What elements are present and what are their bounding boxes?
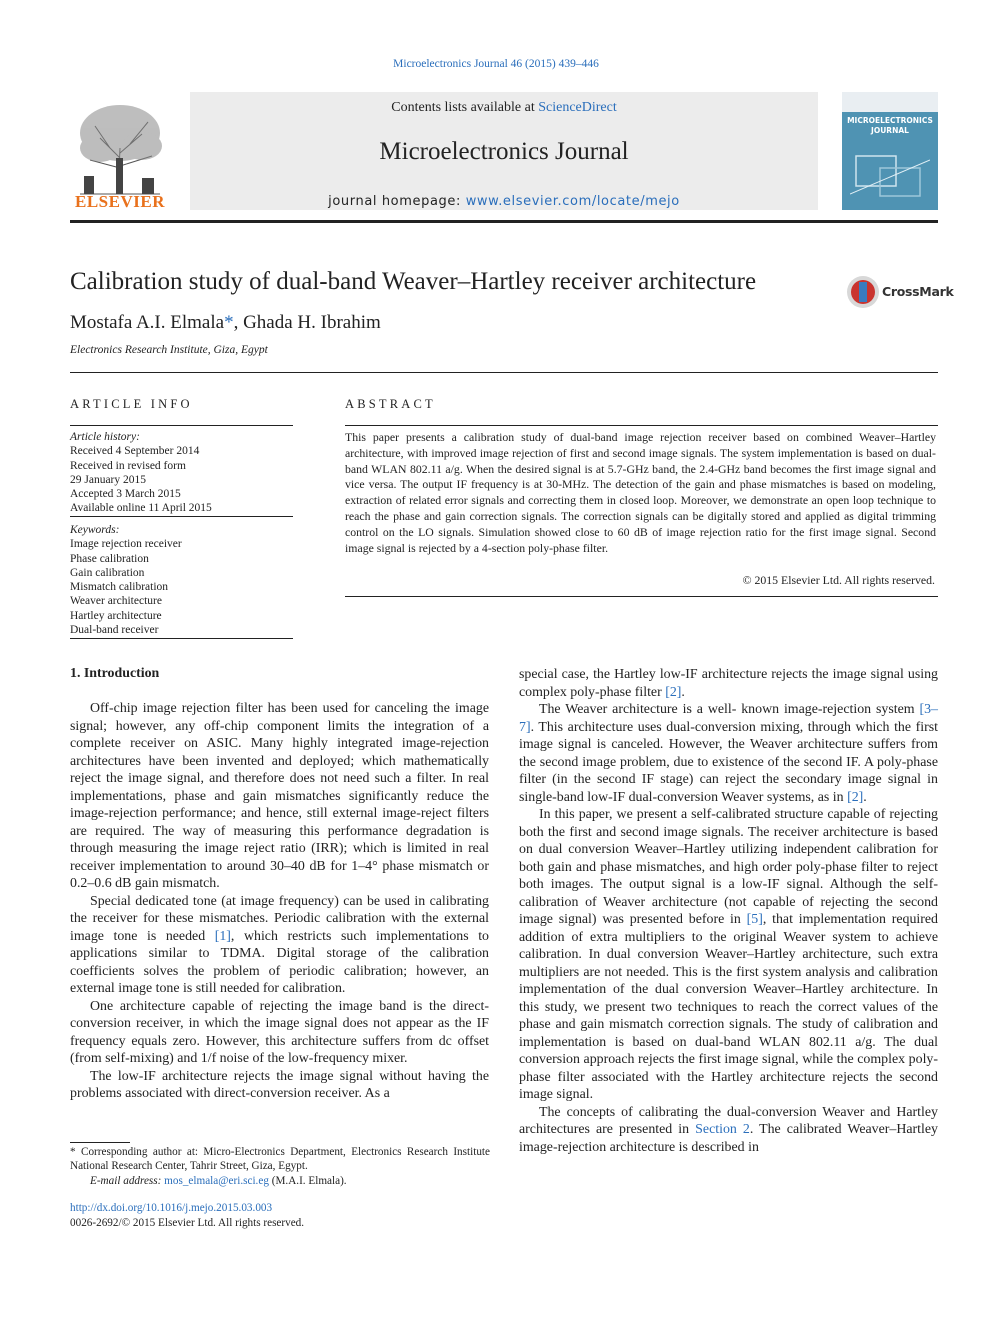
text: The Weaver architecture is a well- known image-rejection system [539,702,920,717]
contents-line [190,100,818,116]
footnote-rule [70,1142,130,1143]
abstract-copyright: © 2015 Elsevier Ltd. All rights reserved. [742,573,935,587]
keywords [70,523,293,637]
keywords-label: Keywords: [70,524,120,536]
text: . [681,684,685,700]
authors [70,312,381,334]
email-suffix: (M.A.I. Elmala). [268,1174,347,1187]
body-column-right [519,666,938,1156]
abstract-rule [345,425,938,426]
masthead [70,92,938,212]
text: The concepts of calibrating the dual-conversion Weaver and Hartley architectures are presented in [519,1104,938,1137]
corresponding-author-note: * Corresponding author at: Micro-Electronics Department, Electronics Research Institute National Research Center, Tahrir Street, Giza, Egypt. [70,1146,490,1173]
journal-reference[interactable]: Microelectronics Journal 46 (2015) 439–446 [393,58,599,70]
masthead-rule [70,220,938,223]
history-item: Accepted 3 March 2015 [70,488,181,501]
keyword: Weaver architecture [70,595,162,608]
article-info-rule [70,425,293,426]
author-2: Ghada H. Ibrahim [243,312,381,333]
affiliation: Electronics Research Institute, Giza, Egypt [70,344,268,356]
crossmark-label: CrossMark [882,284,954,299]
paragraph: One architecture capable of rejecting the image band is the direct-conversion receiver, in which the image signal does not appear as the IF frequency equals zero. However, this architecture suffers from dc offset (from self-mixing) and 1/f noise of the low-frequency mixer. [70,998,489,1066]
homepage-prefix: journal homepage: [328,194,466,209]
masthead-center [190,92,818,210]
paper-title: Calibration study of dual-band Weaver–Hartley receiver architecture [70,268,757,295]
text: , that implementation required addition of extra multipliers to the original Weaver system to achieve calibration. In dual conversion Weaver–Hartley architecture, such extra multipliers are not needed. This is the first system analysis and calibration implementation of the dual conversion Weaver–Hartley architecture. In this study, we present two techniques to reach the correct values of the phase and gain mismatch correction signals. The study of calibration and implementation is based on dual-band WLAN 802.11 a/g. The dual conversion approach rejects the first image signal, while the complex poly-phase filter associated with the Hartley architecture rejects the second image signal. [519,912,938,1102]
crossmark-button[interactable] [846,274,954,310]
section-link[interactable]: Section 2 [695,1122,750,1137]
email-link[interactable]: mos_elmala@eri.sci.eg [164,1174,269,1187]
text: special case, the Hartley low-IF architecture rejects the image signal using complex poly-phase filter [519,667,938,700]
keyword: Image rejection receiver [70,538,182,551]
paragraph [519,806,938,1104]
keyword: Gain calibration [70,566,145,579]
article-info-bottom-rule [70,638,293,639]
paragraph [519,1104,938,1157]
title-rule [70,372,938,373]
keyword: Dual-band receiver [70,624,159,637]
citation-link[interactable]: [3–7] [519,702,938,735]
citation-link[interactable]: [2] [847,789,864,805]
doi-link[interactable]: http://dx.doi.org/10.1016/j.mejo.2015.03.003 [70,1202,273,1214]
abstract-bottom-rule [345,596,938,597]
section-heading-introduction: 1. Introduction [70,666,160,681]
history-item: Available online 11 April 2015 [70,502,212,515]
homepage-line [190,194,818,209]
citation-link[interactable]: [5] [746,912,763,927]
journal-title: Microelectronics Journal [379,138,629,165]
text: Special dedicated tone (at image frequency) can be used in calibrating the receiver for these mismatches. Periodic calibration with the external image tone is needed [70,893,489,944]
sciencedirect-link[interactable]: ScienceDirect [538,100,617,115]
citation-link[interactable]: [2] [665,684,682,700]
journal-cover-image [842,92,938,210]
homepage-link[interactable]: www.elsevier.com/locate/mejo [465,194,680,209]
text: . [863,789,867,805]
paragraph: The low-IF architecture rejects the image signal without having the problems associated with direct-conversion receiver. As a [70,1068,489,1101]
article-info-heading: ARTICLE INFO [70,397,193,411]
contents-prefix: Contents lists available at [391,100,539,115]
cover-title: MICROELECTRONICS JOURNAL [847,116,933,135]
email-line [70,1174,490,1188]
crossmark-icon [846,274,880,310]
citation-link[interactable]: [1] [214,928,231,944]
paragraph: Off-chip image rejection filter has been used for canceling the image signal; however, any off-chip component limits the integration of a complete receiver on ASIC. Many highly integrated image-rejection architectures have been invented and deployed; which mathematically reject the image signal, and therefore does not need such a filter. In real implementations, phase and gain mismatches significantly reduce the image-rejection performance; and hence, still external image-reject filters are required. The way of measuring this performance degradation is through measuring the image reject ratio (IRR); which is limited in real receiver implementation to around 30–40 dB for 1–4° phase mismatch or 0.2–0.6 dB gain mismatch. [70,701,489,891]
author-1: Mostafa A.I. Elmala [70,312,225,333]
doi-block [70,1201,304,1230]
text: In this paper, we present a self-calibrated structure capable of rejecting both the first and second image signals. The receiver architecture is based on dual conversion Weaver–Hartley utilizing independent calibration for both gain and phase mismatches, and high order poly-phase filter to reject both images. The output signal is a low-IF signal. Although the self-calibration of Weaver architecture (not capable of rejecting the second image signal) was presented before in [519,807,938,927]
corresponding-author-mark[interactable]: * [224,312,234,333]
abstract-heading: ABSTRACT [345,397,436,411]
abstract-text: This paper presents a calibration study of dual-band image rejection receiver based on combined Weaver–Hartley architecture, with improved image rejection of first and second image signals. The system implementation is based on dual-band WLAN 802.11 a/g. When the desired signal is at 5.7-GHz band, the 2.4-GHz band becomes the first image signal and vice versa. The output IF frequency is at 30-MHz. The detection of the gain and phase mismatches is based on modeling, extraction of related error signals and correcting them in closed loop. Moreover, we demonstrate an open loop technique to reach the phase and gain correction signals. The correction signals can be digitally stored and applied as digital trimming control on the LO signals. Simulation showed close to 60 dB of image rejection ratio for the first image signal. Second image signal is rejected by a 4-section poly-phase filter. [345,430,936,555]
footnote [70,1145,490,1188]
history-item: Received 4 September 2014 [70,445,200,458]
cover-graphic [850,150,930,200]
text: , which restricts such implementations to applications similar to TDMA. Digital storage of the calibration coefficients solves the problem of periodic calibration; however, an external image tone is still needed for calibration. [70,928,489,996]
paragraph [70,893,489,998]
text: . This architecture uses dual-conversion mixing, through which the first image signal is canceled. However, the Weaver architecture suffers from the second image problem, due to existence of the second IF. A poly-phase filter (in the second IF stage) can reject the secondary image signal in single-band low-IF dual-conversion Weaver systems, as in [519,719,938,805]
keywords-rule [70,516,293,517]
history-item: 29 January 2015 [70,473,147,486]
keyword: Hartley architecture [70,609,162,622]
elsevier-wordmark: ELSEVIER [75,192,165,211]
author-separator: , [233,312,244,333]
keyword: Phase calibration [70,552,149,565]
keyword: Mismatch calibration [70,581,169,594]
text: . The calibrated Weaver–Hartley image-rejection architecture is described in [519,1122,938,1155]
history-item: Received in revised form [70,459,186,472]
paragraph [519,701,938,806]
email-label: E-mail address: [90,1174,165,1187]
paragraph [519,666,938,701]
issn-line: 0026-2692/© 2015 Elsevier Ltd. All rights reserved. [70,1216,305,1229]
article-history [70,430,293,516]
body-column-left [70,700,489,1103]
history-label: Article history: [70,431,140,443]
